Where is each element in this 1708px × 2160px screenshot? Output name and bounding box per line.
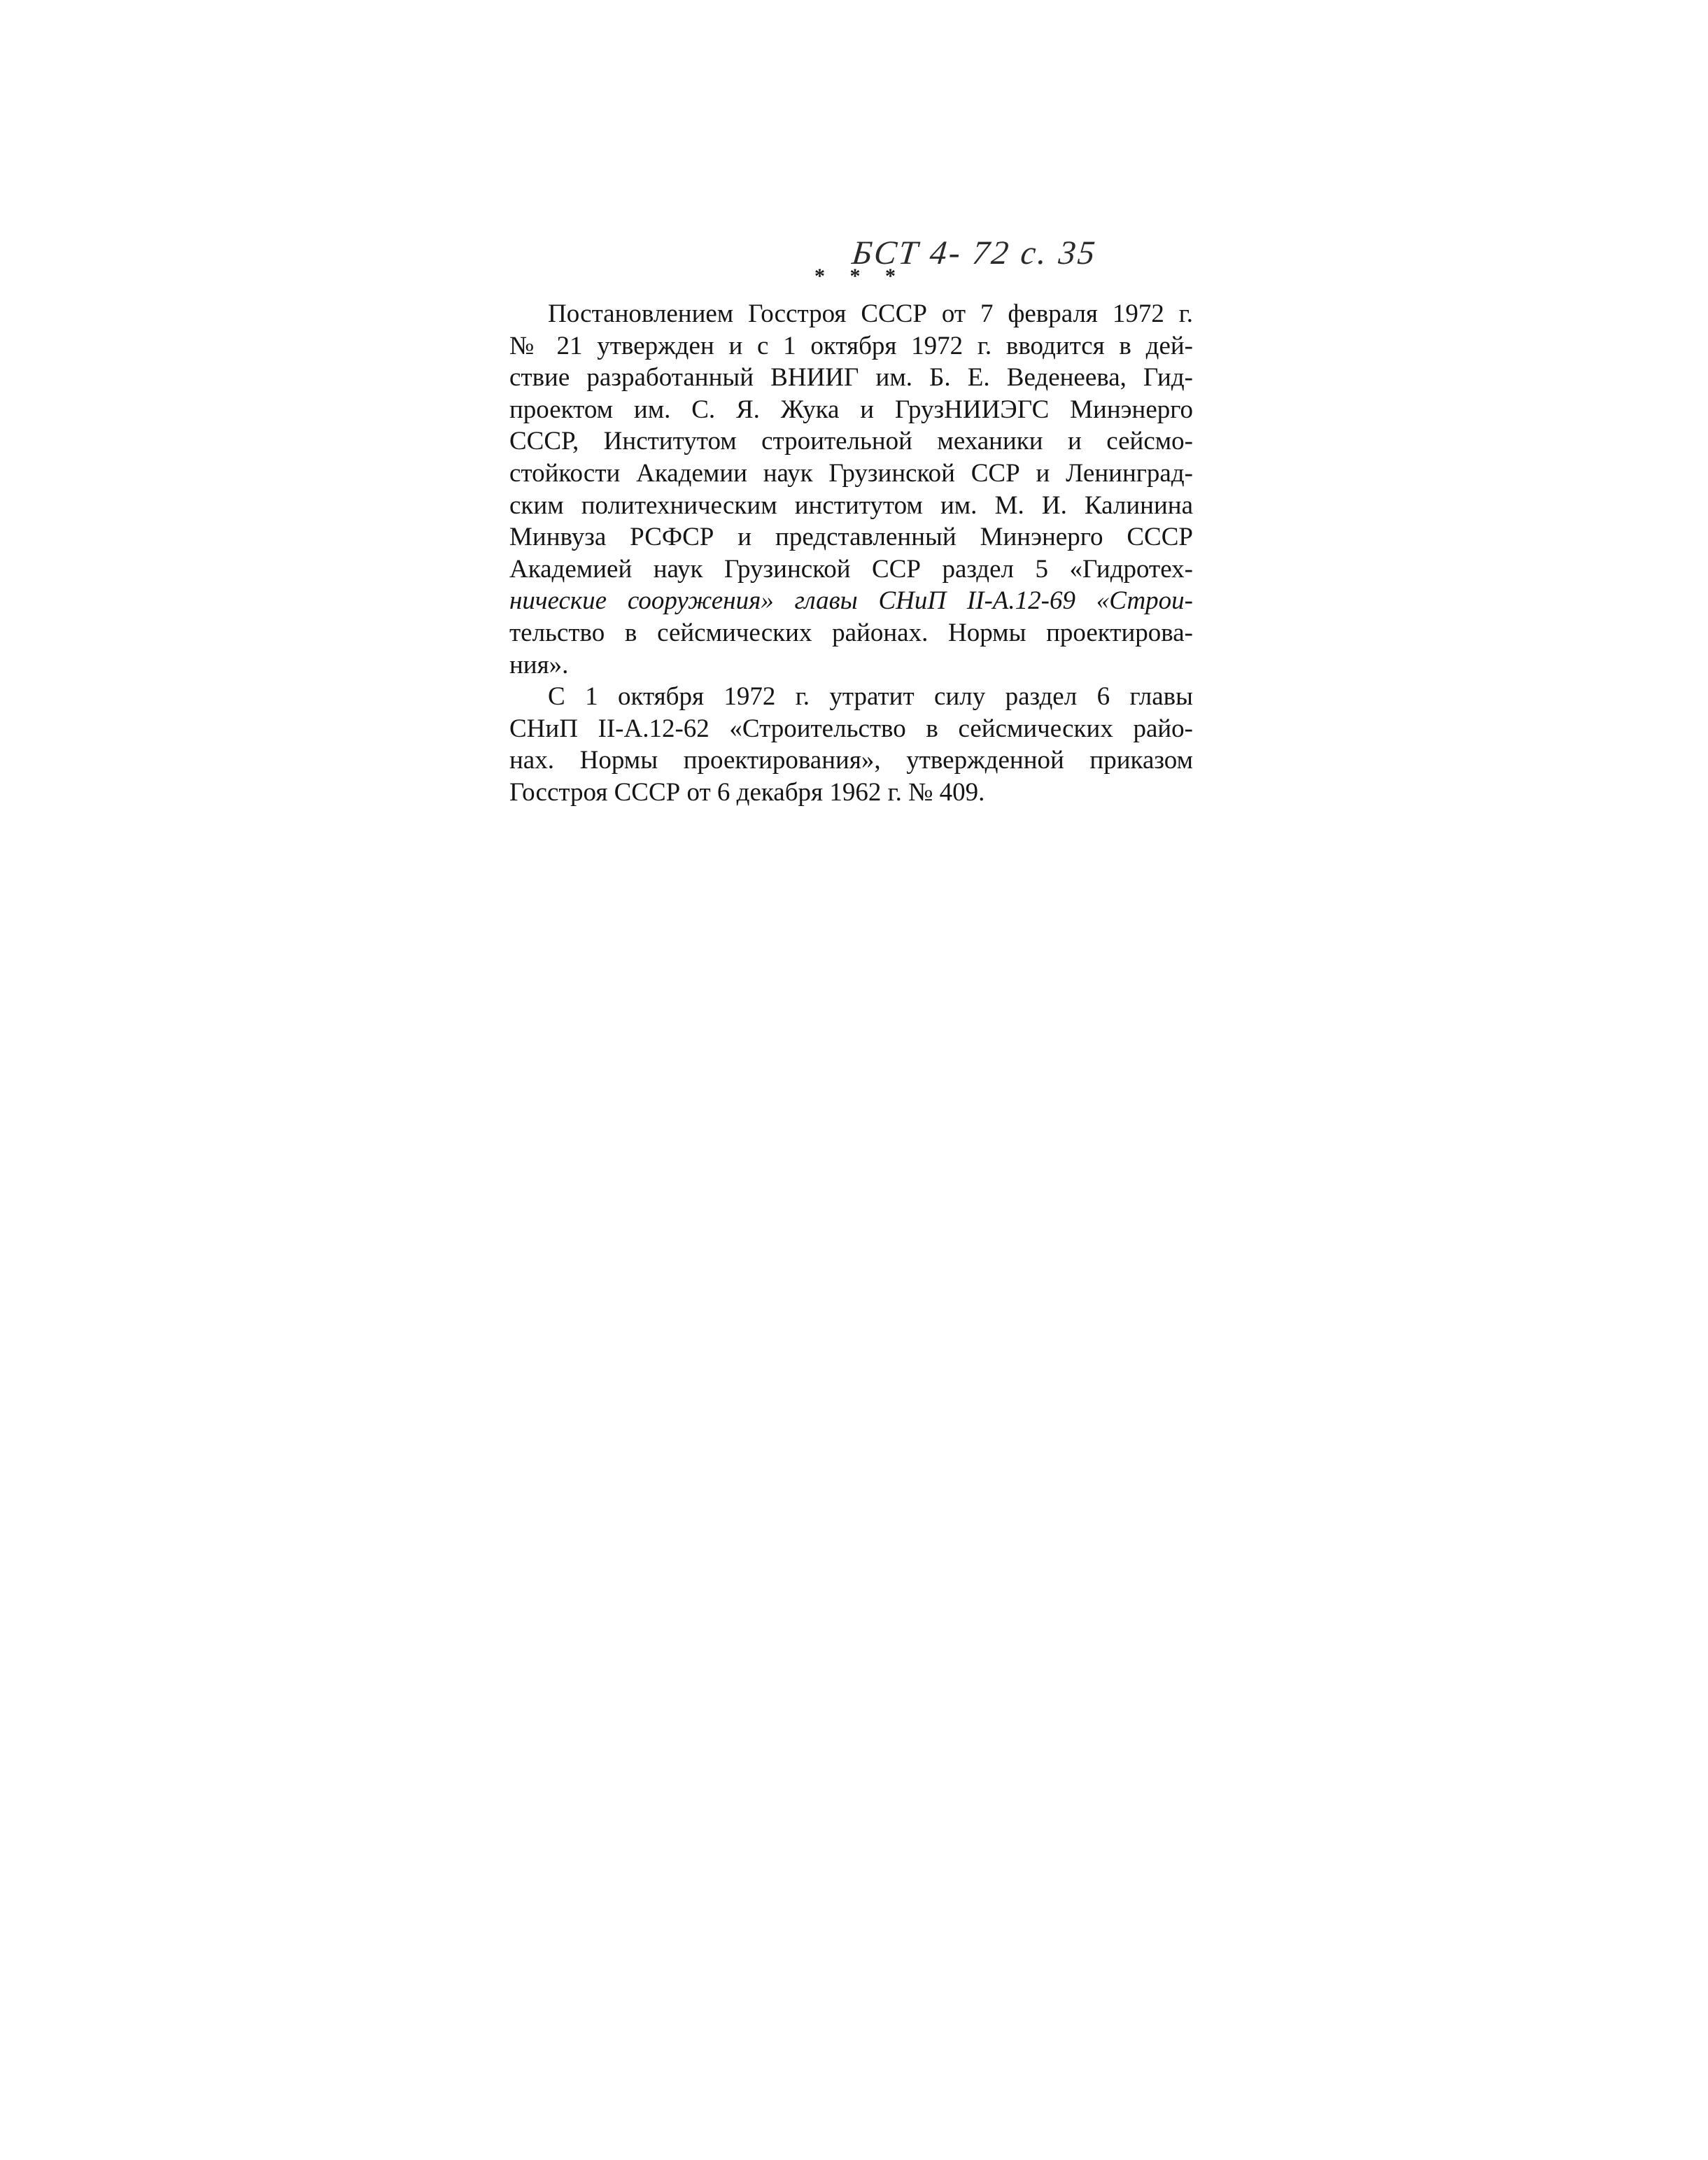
text-line: С 1 октября 1972 г. утратит силу раздел 6 главы — [548, 682, 1193, 712]
text-line: № 21 утвержден и с 1 октября 1972 г. вводится в дей- — [509, 331, 1193, 360]
text-line: Минвуза РСФСР и представленный Минэнерго СССР — [509, 523, 1193, 552]
text-line: СНиП II-А.12-62 «Строительство в сейсмических райо- — [509, 714, 1193, 743]
text-line: СССР, Институтом строительной механики и сейсмо- — [509, 427, 1193, 456]
text-line: проектом им. С. Я. Жука и ГрузНИИЭГС Минэнерго — [509, 395, 1193, 424]
text-line: нах. Нормы проектирования», утвержденной приказом — [509, 746, 1193, 775]
document-body — [509, 298, 1193, 809]
text-line: ствие разработанный ВНИИГ им. Б. Е. Веденеева, Гид- — [509, 363, 1193, 393]
text-line: Академией наук Грузинской ССР раздел 5 «Гидротех- — [509, 554, 1193, 584]
paragraph-repeal — [509, 681, 1193, 808]
asterisk-separator: * * * — [814, 264, 905, 288]
text-line: ским политехническим институтом им. М. И. Калинина — [509, 490, 1193, 520]
paragraph-decree — [509, 298, 1193, 681]
text-line: Госстроя СССР от 6 декабря 1962 г. № 409. — [509, 777, 985, 807]
text-line: Постановлением Госстроя СССР от 7 февраля 1972 г. — [548, 299, 1193, 328]
text-line: тельство в сейсмических районах. Нормы проектирова- — [509, 618, 1193, 647]
text-line: нические сооружения» главы СНиП II-А.12-69 «Строи- — [509, 586, 1193, 616]
text-line: стойкости Академии наук Грузинской ССР и Ленинград- — [509, 458, 1193, 488]
handwritten-note: БСТ 4- 72 с. 35 — [850, 234, 1099, 271]
text-line: ния». — [509, 650, 569, 679]
